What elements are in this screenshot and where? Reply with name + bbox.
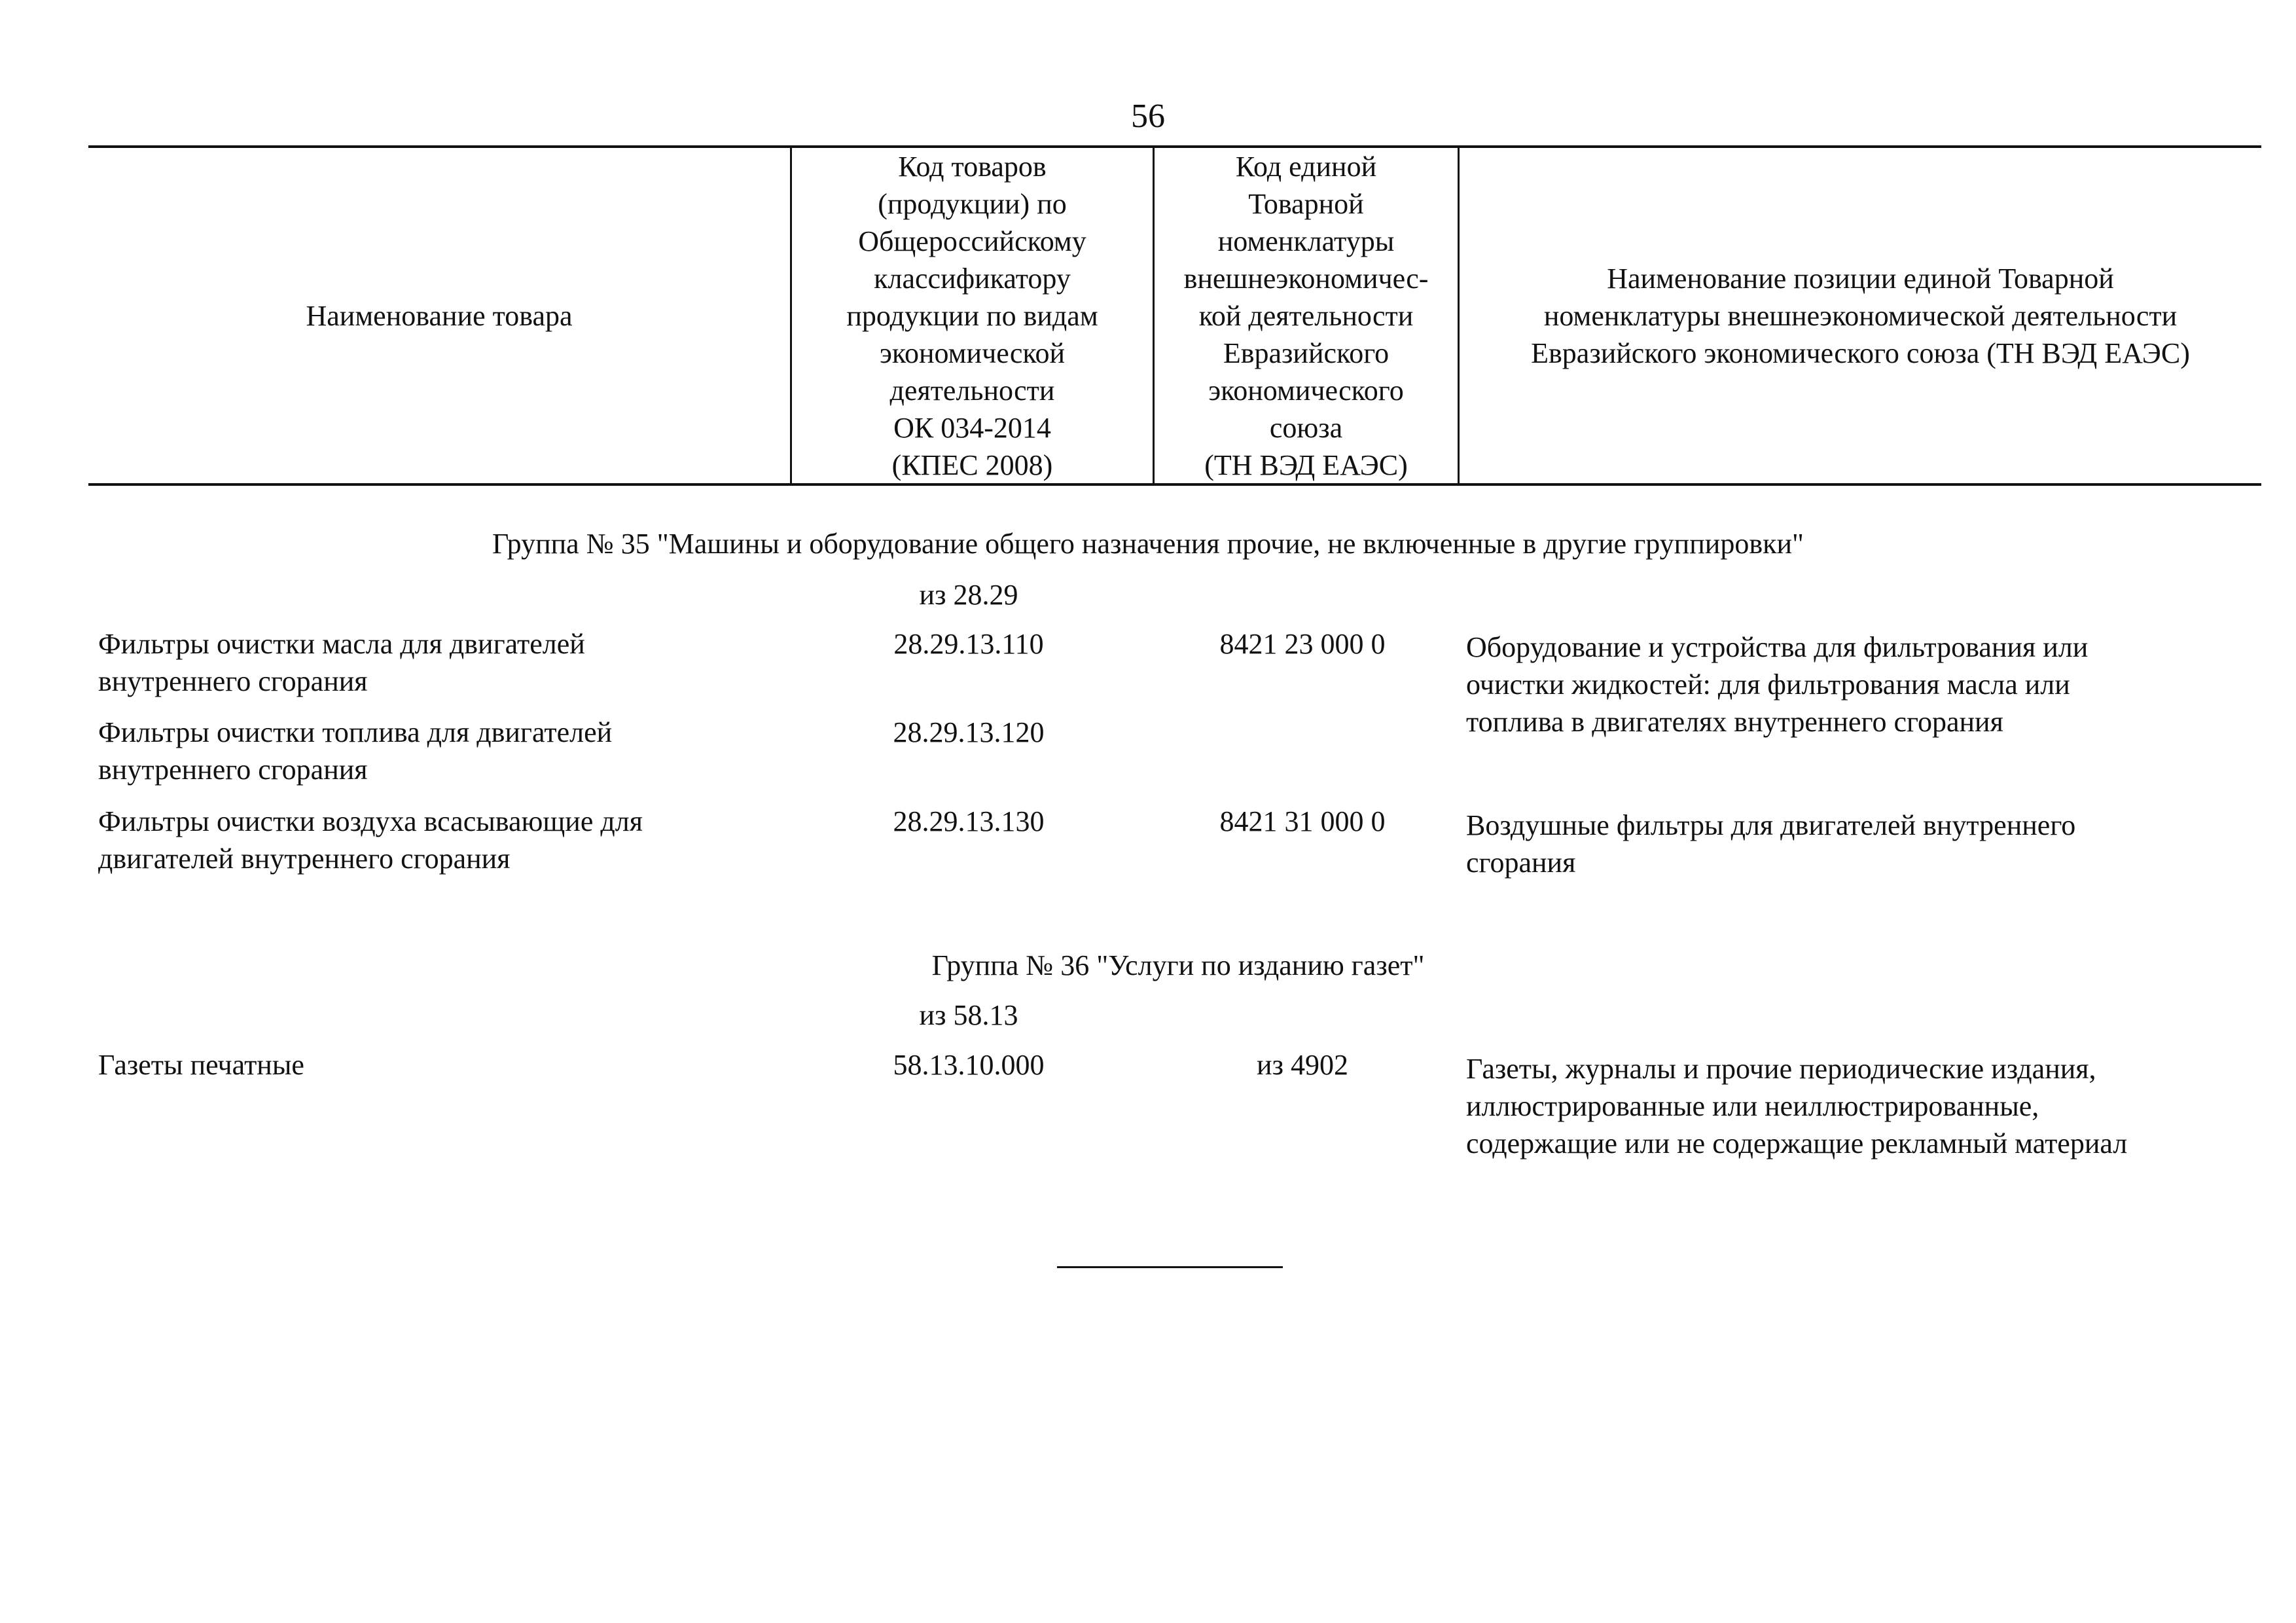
row-okpd-code: 28.29.13.130	[893, 805, 1045, 837]
row-okpd-code: 58.13.10.000	[893, 1049, 1045, 1081]
row-product-name: Фильтры очистки масла для двигателей внутреннего сгорания	[98, 628, 585, 697]
row-tnved-name: Воздушные фильтры для двигателей внутреннего сгорания	[1466, 809, 2076, 879]
row-tnved-name: Оборудование и устройства для фильтрования или очистки жидкостей: для фильтрования масла или топлива в двигателях внутреннего сгорания	[1466, 631, 2089, 738]
row-product-name: Газеты печатные	[98, 1049, 304, 1081]
row-product-name: Фильтры очистки топлива для двигателей внутреннего сгорания	[98, 716, 613, 786]
row-product-name: Фильтры очистки воздуха всасывающие для двигателей внутреннего сгорания	[98, 805, 643, 875]
row-tnved-code: из 4902	[1257, 1049, 1348, 1081]
group-36-title: Группа № 36 "Услуги по изданию газет"	[931, 949, 1425, 981]
page-number: 56	[1131, 98, 1165, 135]
group-35-subclass: из 28.29	[919, 579, 1018, 611]
header-product-name: Наименование товара	[306, 299, 573, 332]
row-tnved-code: 8421 23 000 0	[1219, 628, 1386, 660]
row-okpd-code: 28.29.13.110	[893, 628, 1044, 660]
group-35-title: Группа № 35 "Машины и оборудование общего назначения прочие, не включенные в другие группировки"	[492, 528, 1804, 560]
row-tnved-name: Газеты, журналы и прочие периодические издания, иллюстрированные или неиллюстрированные, содержащие или не содержащие рекламный материал	[1466, 1053, 2128, 1159]
table-header	[88, 145, 2261, 486]
row-tnved-code: 8421 31 000 0	[1219, 805, 1386, 837]
header-tnved-name: Наименование позиции единой Товарной номенклатуры внешнеэкономической деятельности Евразийского экономического союза (ТН ВЭД ЕАЭС)	[1458, 148, 2261, 483]
header-okpd-code: Код товаров (продукции) по Общероссийскому классификатору продукции по видам экономической деятельности ОК 034-2014 (КПЕС 2008)	[790, 148, 1153, 483]
header-tnved-code: Код единой Товарной номенклатуры внешнеэкономичес- кой деятельности Евразийского экономического союза (ТН ВЭД ЕАЭС)	[1153, 148, 1458, 483]
group-36-subclass: из 58.13	[919, 999, 1018, 1031]
row-okpd-code: 28.29.13.120	[893, 716, 1045, 748]
end-of-document-rule	[1057, 1266, 1283, 1268]
